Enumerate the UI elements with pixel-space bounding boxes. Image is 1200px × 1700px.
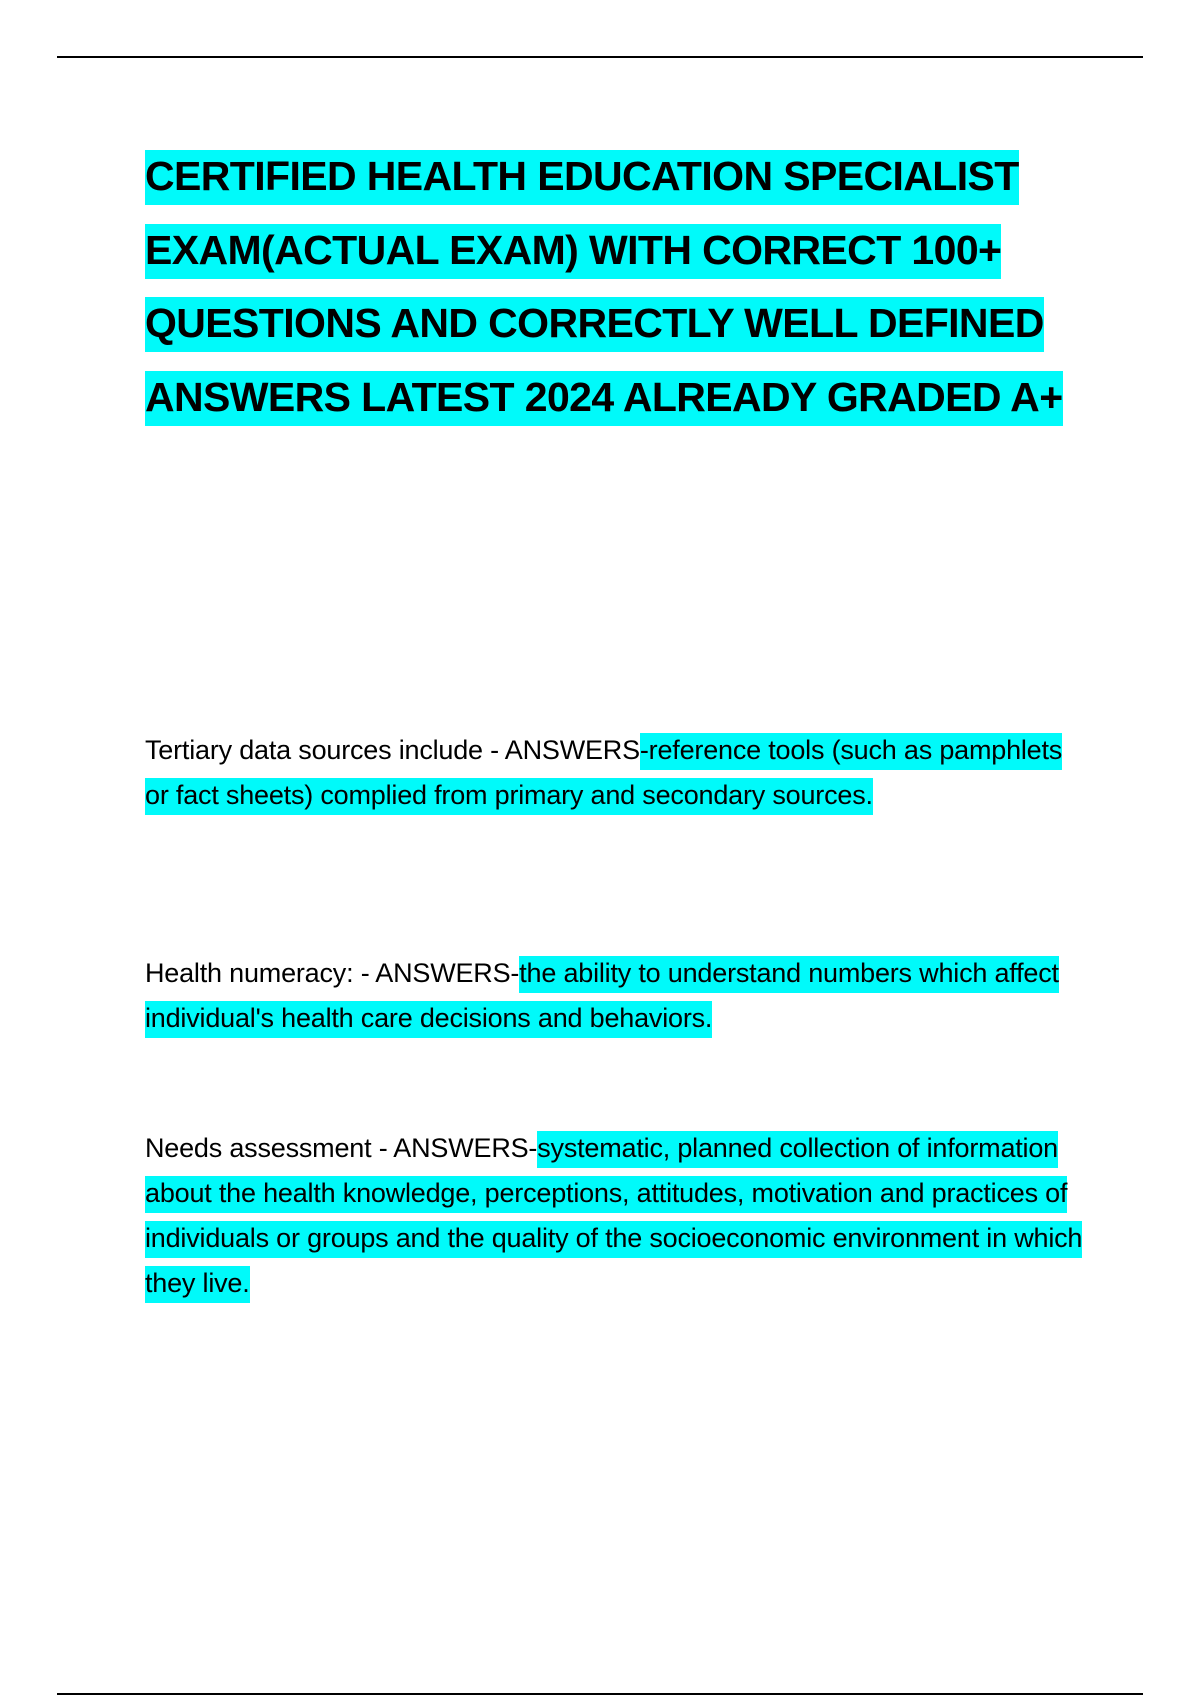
bottom-rule bbox=[57, 1693, 1143, 1695]
qa-entry bbox=[145, 951, 1085, 1041]
answer-highlight: systematic, planned collection of information about the health knowledge, perceptions, attitudes, motivation and practices of individuals or groups and the quality of the socioeconomic environment in which they live. bbox=[145, 1131, 1082, 1303]
question-term: Tertiary data sources include - ANSWERS bbox=[145, 735, 640, 765]
answer-highlight: -reference tools (such as pamphlets or fact sheets) complied from primary and secondary sources. bbox=[145, 733, 1062, 815]
question-term: Health numeracy: - ANSWERS- bbox=[145, 958, 520, 988]
qa-entry bbox=[145, 728, 1085, 818]
answer-highlight: the ability to understand numbers which affect individual's health care decisions and behaviors. bbox=[145, 956, 1059, 1038]
title-highlight: CERTIFIED HEALTH EDUCATION SPECIALIST EXAM(ACTUAL EXAM) WITH CORRECT 100+ QUESTIONS AND CORRECTLY WELL DEFINED ANSWERS LATEST 2024 ALREADY GRADED A+ bbox=[145, 150, 1063, 426]
top-rule bbox=[57, 56, 1143, 58]
question-term: Needs assessment - ANSWERS- bbox=[145, 1133, 538, 1163]
qa-entry bbox=[145, 1126, 1085, 1306]
document-title bbox=[145, 140, 1085, 434]
